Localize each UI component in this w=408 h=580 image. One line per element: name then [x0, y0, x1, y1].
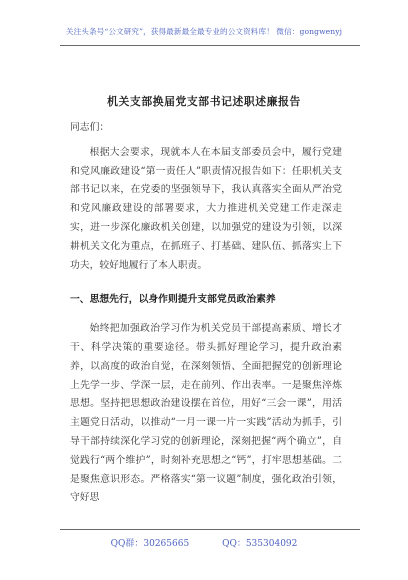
- header-promo-text: 关注头条号“公文研究”，获得最新最全最专业的公文资料库！ 微信：gongwenyj: [65, 27, 343, 36]
- header-divider: [60, 45, 360, 46]
- footer-qq: QQ：535304092: [222, 539, 298, 549]
- greeting: 同志们：: [70, 122, 110, 133]
- section-heading: 一、思想先行，以身作则提升支部党员政治素养: [70, 294, 276, 306]
- footer-contacts: [0, 536, 408, 549]
- document-body: [70, 119, 342, 508]
- body-paragraph: 根据大会要求，现就本人在本届支部委员会中，履行党建和党风廉政建设“第一责任人”职责情况报告如下：任职机关支部书记以来，在党委的坚强领导下，我认真落实全面从严治党和党风廉政建设的部署要求，大力推进机关党建工作走深走实，进一步深化廉政机关创建，以加强党的建设为引领，以深耕机关文化为重点，在抓班子、打基础、建队伍、抓落实上下功夫，较好地履行了本人职责。: [70, 146, 342, 271]
- footer-qq-group: QQ群：30265665: [110, 539, 190, 549]
- document-title: 机关支部换届党支部书记述职述廉报告: [107, 95, 301, 108]
- footer-divider: [60, 529, 360, 530]
- body-paragraph: 始终把加强政治学习作为机关党员干部提高素质、增长才干、科学决策的重要途径。带头抓好理论学习，提升政治素养，以高度的政治自觉，在深刻领悟、全面把握党的创新理论上先学一步、学深一层，走在前列、作出表率。一是聚焦淬炼思想。坚持把思想政治建设摆在首位，用好“三会一课”，用活主题党日活动，以推动“一月一课一片一实践”活动为抓手，引导干部持续深化学习党的创新理论，深刻把握“两个确立”，自觉践行“两个维护”，时刻补充思想之“钙”，打牢思想基础。二是聚焦意识形态。严格落实“第一议题”制度，强化政治引领，守好思: [70, 323, 342, 504]
